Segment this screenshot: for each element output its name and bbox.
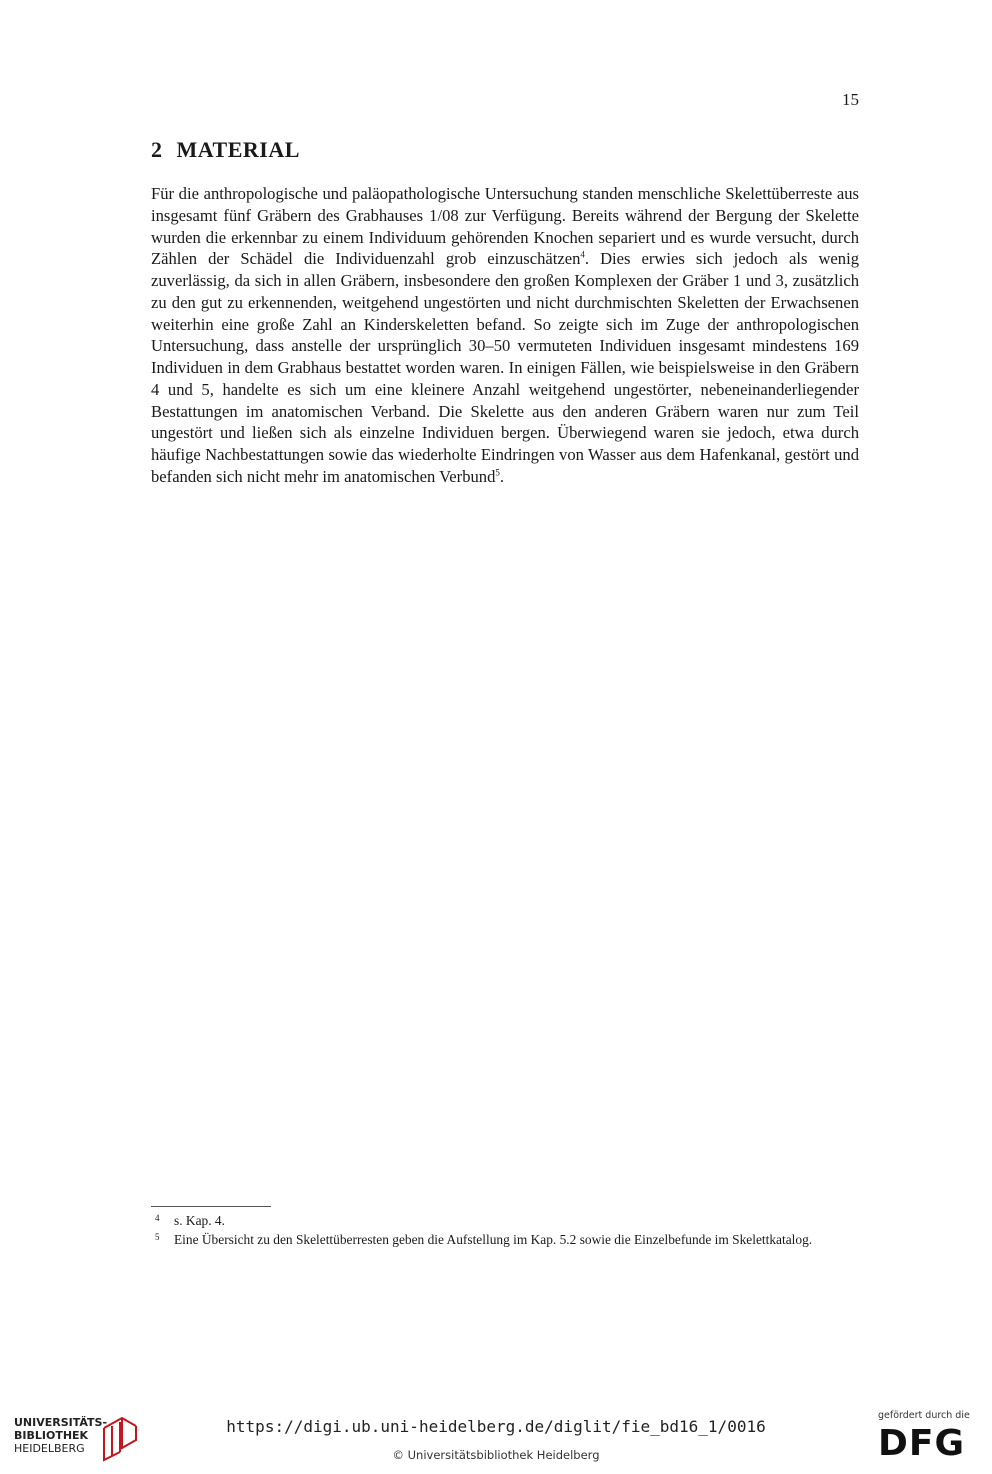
chapter-number: 2 xyxy=(151,137,163,162)
body-text-part2: . Dies erwies sich jedoch als wenig zuverlässig, da sich in allen Gräbern, insbesondere den großen Komplexen der Gräber 1 und 3, zusätzlich zu den gut zu erkennenden, weitgehend ungestörten und nicht durchmischten Skeletten der Erwachsenen weiterhin eine große Zahl an Kinderskeletten befand. So zeigte sich im Zuge der anthropologischen Untersuchung, dass anstelle der ursprünglich 30–50 vermuteten Individuen insgesamt mindestens 169 Individuen in dem Grabhaus bestattet worden waren. In einigen Fällen, wie beispielsweise in den Gräbern 4 und 5, handelte es sich um eine kleinere Anzahl weitgehend ungestörter, nebeneinanderliegender Bestattungen im anatomischen Verband. Die Skelette aus den anderen Gräbern waren nur zum Teil ungestört und ließen sich als einzelne Individuen bergen. Überwiegend waren sie jedoch, etwa durch häufige Nachbestattungen sowie das wiederholte Eindringen von Wasser aus dem Hafenkanal, gestört und befanden sich nicht mehr im anatomischen Verbund xyxy=(151,249,859,486)
chapter-title xyxy=(151,137,300,163)
footnotes xyxy=(151,1212,859,1249)
footnote-divider xyxy=(151,1206,271,1207)
funder-logo[interactable] xyxy=(878,1410,978,1464)
body-paragraph xyxy=(151,183,859,488)
chapter-title-text: MATERIAL xyxy=(176,137,300,162)
library-name-line2: BIBLIOTHEK xyxy=(14,1429,89,1442)
footnote-ref-5[interactable]: 5 xyxy=(495,467,500,478)
footnote-text: Eine Übersicht zu den Skelettüberresten geben die Aufstellung im Kap. 5.2 sowie die Einzelbefunde im Skelettkatalog. xyxy=(174,1231,813,1247)
document-url[interactable]: https://digi.ub.uni-heidelberg.de/diglit/fie_bd16_1/0016 xyxy=(226,1417,766,1436)
body-text-part3: . xyxy=(499,466,505,486)
footnote-ref-4[interactable]: 4 xyxy=(580,249,585,260)
footnote-text: s. Kap. 4. xyxy=(174,1213,225,1228)
funder-caption: gefördert durch die xyxy=(878,1410,970,1421)
copyright-notice: © Universitätsbibliothek Heidelberg xyxy=(392,1448,600,1462)
viewer-footer xyxy=(0,1400,992,1474)
footnote-number: 4 xyxy=(155,1213,160,1223)
dfg-logo-text: DFG xyxy=(878,1423,966,1464)
footnote-number: 5 xyxy=(155,1231,160,1242)
page-number: 15 xyxy=(842,90,859,109)
body-text-part1: Für die anthropologische und paläopathologische Untersuchung standen menschliche Skelettüberreste aus insgesamt fünf Gräbern des Grabhauses 1/08 zur Verfügung. Bereits während der Bergung der Skelette wurden die erkennbar zu einem Individuum gehörenden Knochen separiert und es wurde versucht, durch Zählen der Schädel die Individuenzahl grob einzuschätzen xyxy=(151,184,859,269)
footnote-4 xyxy=(151,1212,859,1231)
library-name-line1: UNIVERSITÄTS- xyxy=(14,1416,108,1429)
library-name-line3: HEIDELBERG xyxy=(14,1442,85,1455)
footnote-5 xyxy=(151,1231,859,1250)
